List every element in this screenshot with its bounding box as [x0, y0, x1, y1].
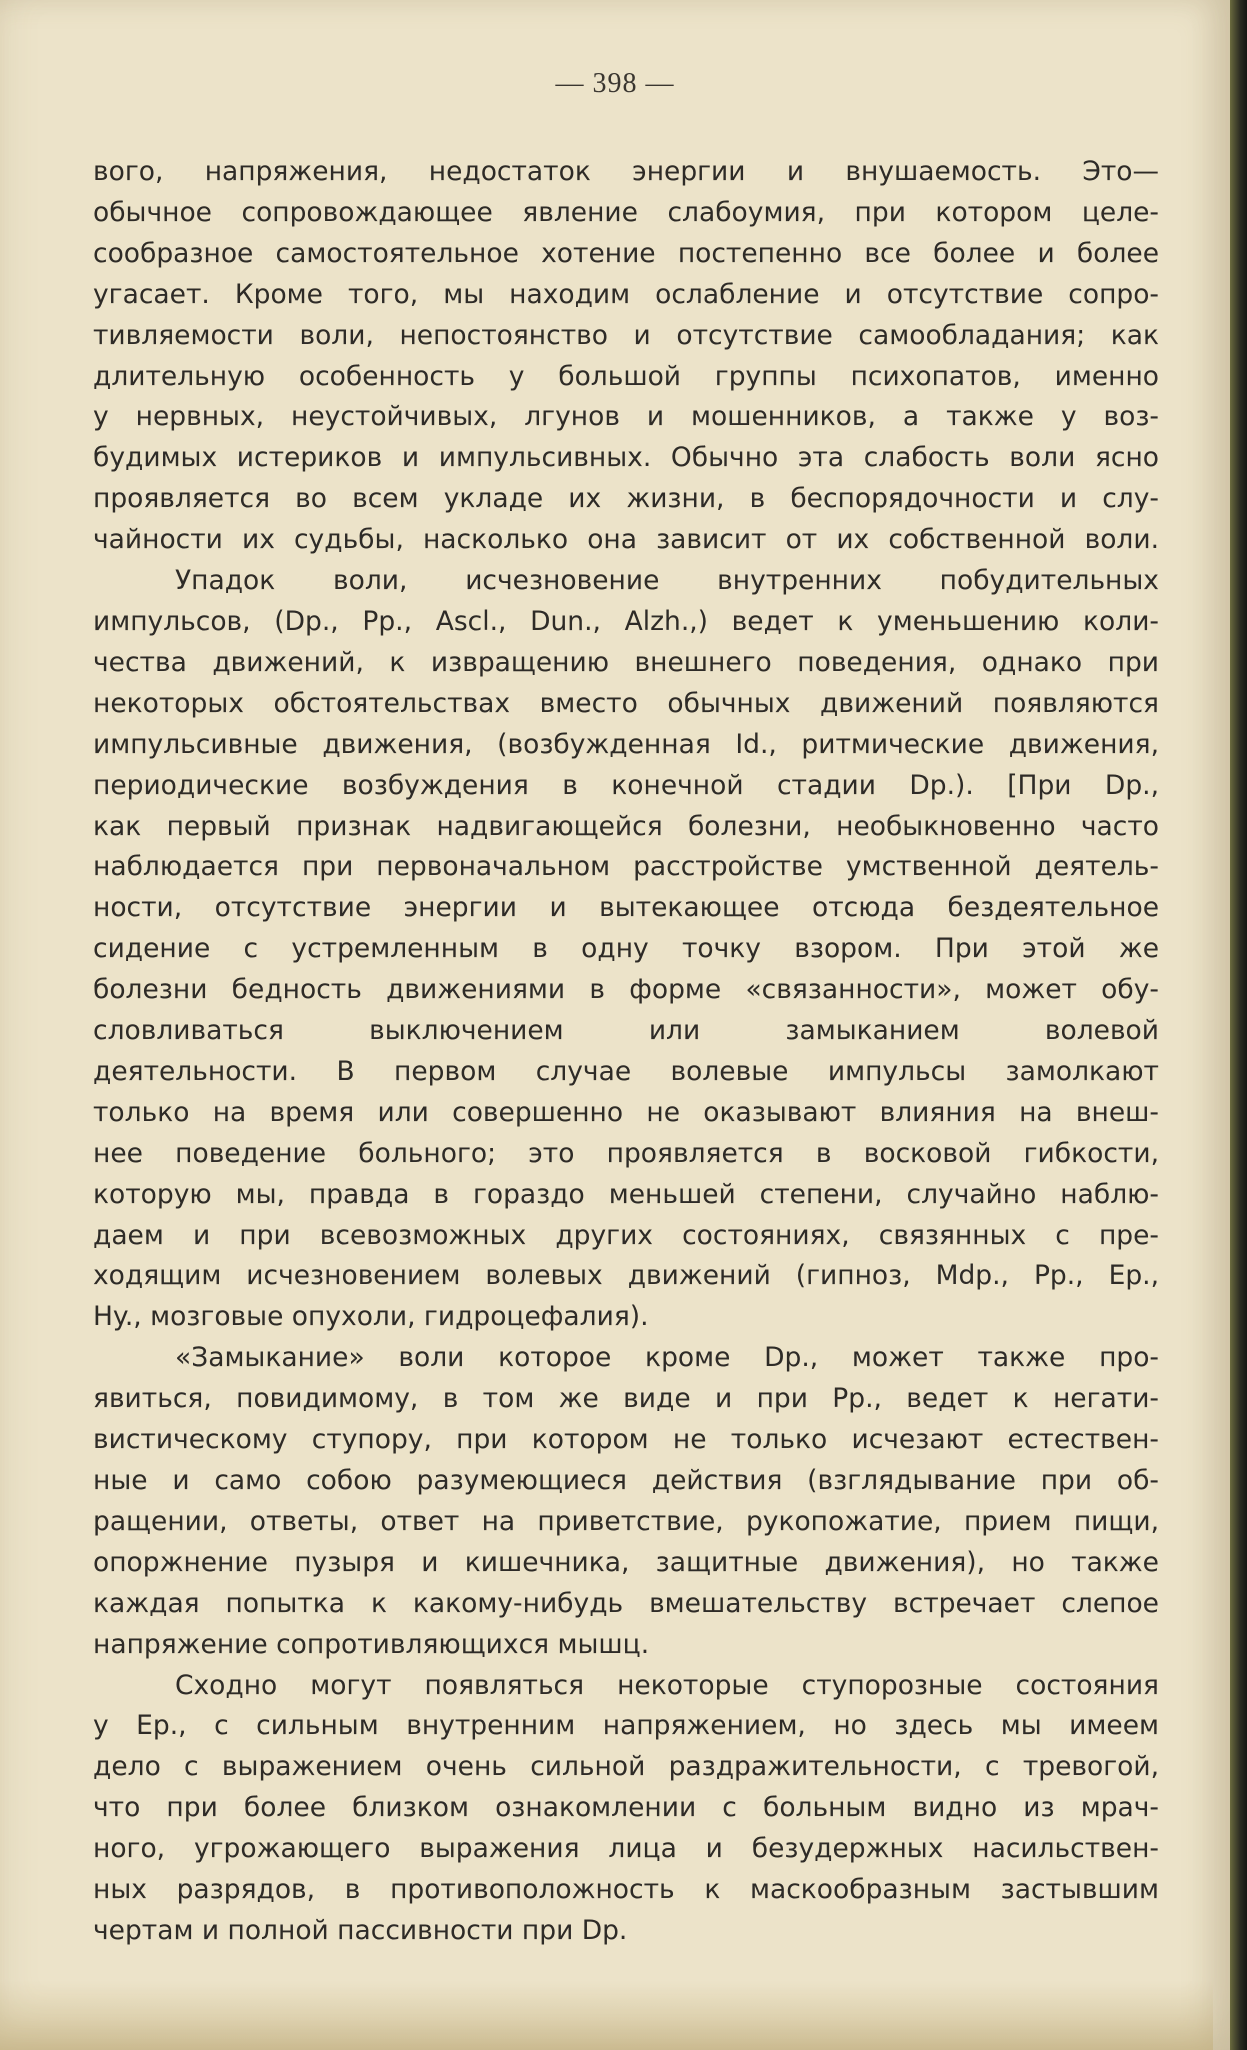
paragraph-3: [93, 1338, 1159, 1665]
paragraph-2: [93, 561, 1159, 1338]
text-line: наблюдается при первоначальном расстройстве умственной деятель-: [93, 851, 1159, 883]
text-line: ного, угрожающего выражения лица и безудержных насильствен-: [93, 1833, 1159, 1865]
text-line: которую мы, правда в гораздо меньшей степени, случайно наблю-: [93, 1178, 1159, 1210]
text-line: импульсивные движения, (возбужденная Id., ритмические движения,: [93, 728, 1159, 760]
text-line: угасает. Кроме того, мы находим ослабление и отсутствие сопро-: [93, 278, 1159, 310]
text-line: сидение с устремленным в одну точку взором. При этой же: [93, 933, 1159, 965]
text-line: будимых истериков и импульсивных. Обычно эта слабость воли ясно: [93, 442, 1159, 474]
text-line: тивляемости воли, непостоянство и отсутствие самообладания; как: [93, 319, 1159, 351]
text-line: ходящим исчезновением волевых движений (гипноз, Mdp., Pp., Ep.,: [93, 1260, 1159, 1292]
text-line: ных разрядов, в противоположность к маскообразным застывшим: [93, 1874, 1159, 1906]
text-line: чайности их судьбы, насколько она зависит от их собственной воли.: [93, 524, 1159, 556]
text-line: каждая попытка к какому-нибудь вмешательству встречает слепое: [93, 1587, 1159, 1619]
paper-stain: [0, 1980, 1213, 2050]
paragraph-1: [93, 152, 1159, 561]
book-edge: [1230, 0, 1247, 2050]
text-line: опоржнение пузыря и кишечника, защитные движения), но также: [93, 1546, 1159, 1578]
text-line: ные и само собою разумеющиеся действия (взглядывание при об-: [93, 1465, 1159, 1496]
body-text: [93, 152, 1159, 1952]
text-line: напряжение сопротивляющихся мышц.: [93, 1628, 650, 1660]
page-number: — 398 —: [555, 68, 675, 99]
text-line: даем и при всевозможных других состояниях, связянных с пре-: [93, 1219, 1159, 1251]
text-line: явиться, повидимому, в том же виде и при Pp., ведет к негати-: [93, 1383, 1159, 1415]
text-line: только на время или совершенно не оказывают влияния на внеш-: [93, 1096, 1159, 1128]
text-line: словливаться выключением или замыканием волевой: [93, 1015, 1159, 1047]
text-line: чертам и полной пассивности при Dp.: [93, 1914, 628, 1946]
text-line: дело с выражением очень сильной раздражительности, с тревогой,: [93, 1751, 1159, 1783]
text-line: чества движений, к извращению внешнего поведения, однако при: [93, 646, 1159, 678]
text-line: как первый признак надвигающейся болезни, необыкновенно часто: [93, 810, 1159, 842]
text-line: Hy., мозговые опухоли, гидроцефалия).: [93, 1301, 649, 1333]
text-line: нее поведение больного; это проявляется в восковой гибкости,: [93, 1137, 1159, 1169]
paragraph-4: [93, 1666, 1159, 1952]
text-line: Сходно могут появляться некоторые ступорозные состояния: [175, 1669, 1159, 1701]
text-line: ращении, ответы, ответ на приветствие, рукопожатие, прием пищи,: [93, 1505, 1159, 1537]
text-line: обычное сопровождающее явление слабоумия, при котором целе-: [93, 196, 1159, 228]
text-line: Упадок воли, исчезновение внутренних побудительных: [175, 565, 1159, 597]
text-line: болезни бедность движениями в форме «связанности», может обу-: [93, 974, 1159, 1006]
text-line: длительную особенность у большой группы психопатов, именно: [93, 360, 1159, 392]
text-line: «Замыкание» воли которое кроме Dp., может также про-: [175, 1342, 1159, 1374]
text-line: вистическому ступору, при котором не только исчезают естествен-: [93, 1424, 1159, 1456]
text-line: вого, напряжения, недостаток энергии и внушаемость. Это—: [93, 156, 1159, 187]
text-line: у Ep., с сильным внутренним напряжением, но здесь мы имеем: [93, 1710, 1159, 1742]
text-line: импульсов, (Dp., Pp., Ascl., Dun., Alzh.,) ведет к уменьшению коли-: [93, 605, 1159, 637]
text-line: ности, отсутствие энергии и вытекающее отсюда бездеятельное: [93, 892, 1159, 924]
text-line: периодические возбуждения в конечной стадии Dp.). [При Dp.,: [93, 769, 1159, 801]
text-line: проявляется во всем укладе их жизни, в беспорядочности и слу-: [93, 483, 1159, 515]
text-line: деятельности. В первом случае волевые импульсы замолкают: [93, 1055, 1159, 1087]
text-line: у нервных, неустойчивых, лгунов и мошенников, а также у воз-: [93, 401, 1159, 433]
text-line: что при более близком ознакомлении с больным видно из мрач-: [93, 1792, 1159, 1824]
text-line: сообразное самостоятельное хотение постепенно все более и более: [93, 237, 1159, 269]
text-line: некоторых обстоятельствах вместо обычных движений появляются: [93, 687, 1159, 719]
